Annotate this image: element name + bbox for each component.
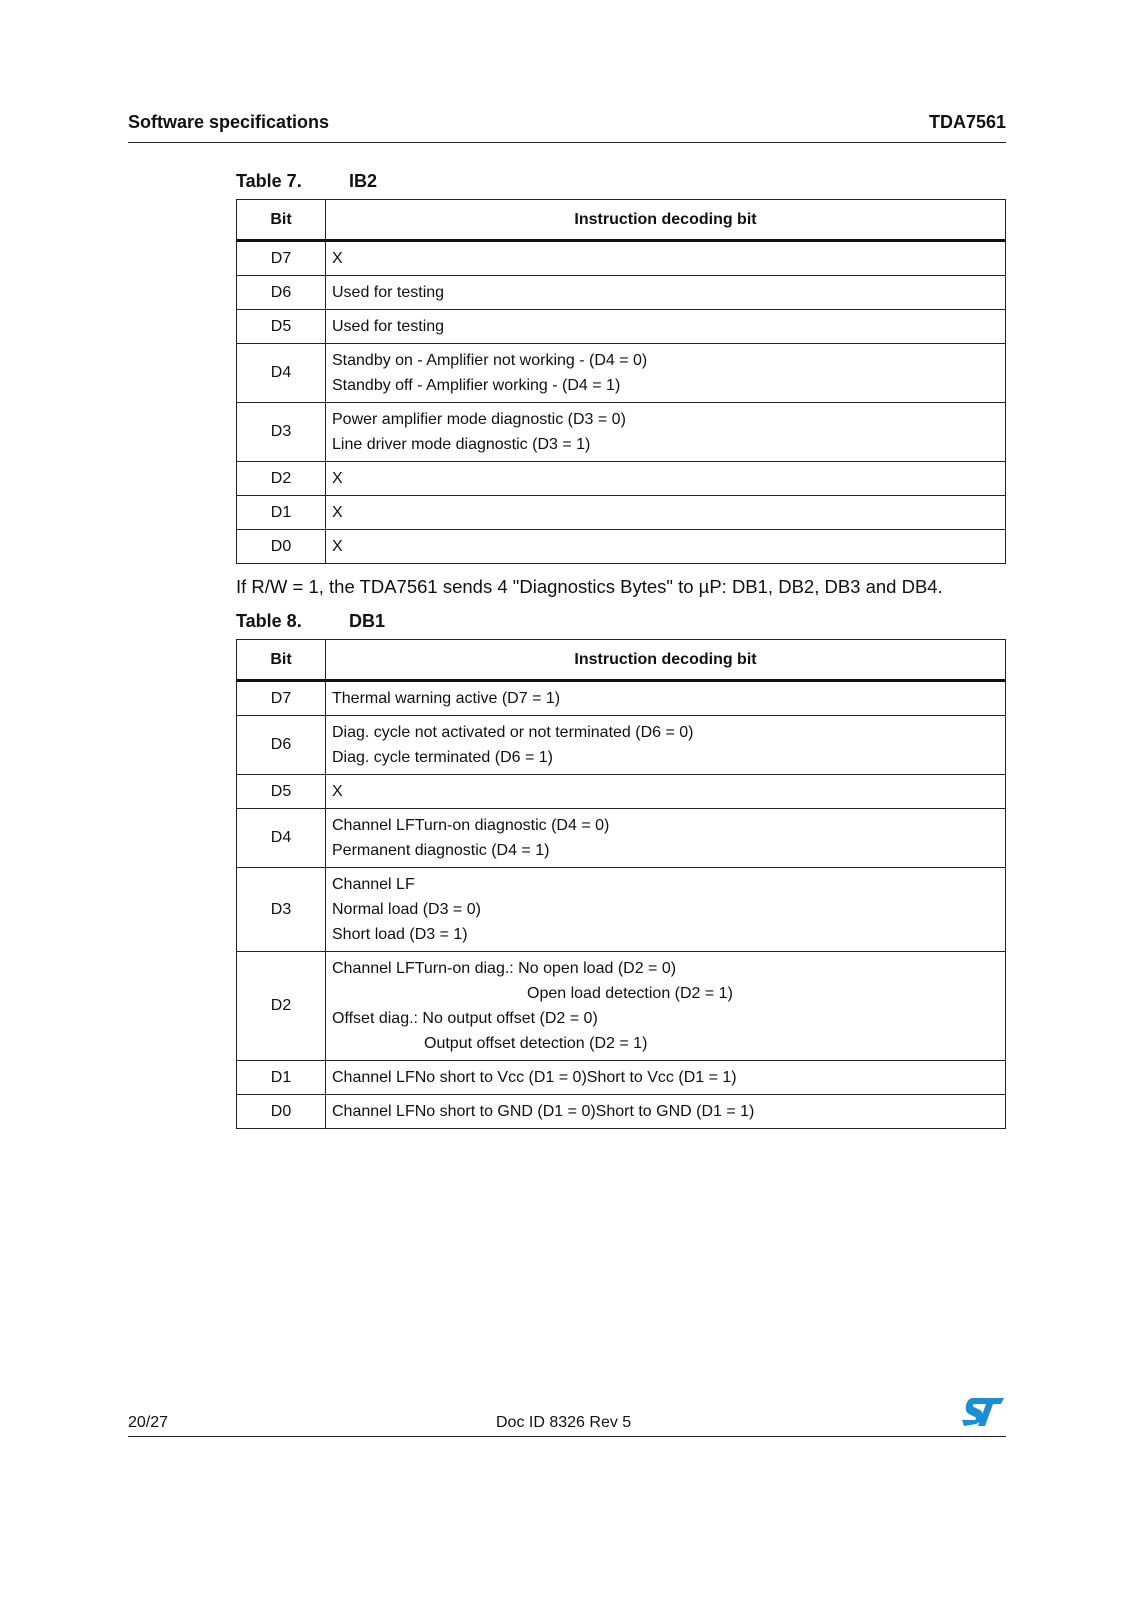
page-footer <box>128 1396 1006 1437</box>
table8-caption-number: Table 8. <box>236 611 302 631</box>
description-cell <box>326 775 1006 809</box>
bit-cell: D3 <box>237 403 326 462</box>
table8-body <box>237 681 1006 1129</box>
description-cell <box>326 530 1006 564</box>
description-line: Offset diag.: No output offset (D2 = 0) <box>332 1010 598 1027</box>
description-cell <box>326 241 1006 276</box>
description-line: Diag. cycle not activated or not terminated (D6 = 0) <box>332 724 694 741</box>
page-header <box>128 108 1006 143</box>
table8-caption <box>236 611 385 632</box>
bit-cell: D5 <box>237 775 326 809</box>
bit-cell: D6 <box>237 276 326 310</box>
table-row <box>237 1061 1006 1095</box>
table8 <box>236 639 1006 1129</box>
bit-cell: D5 <box>237 310 326 344</box>
table7-caption <box>236 171 377 192</box>
table-row <box>237 310 1006 344</box>
table7-body <box>237 241 1006 564</box>
description-cell <box>326 344 1006 403</box>
description-line: Channel LF <box>332 876 415 893</box>
table7-caption-number: Table 7. <box>236 171 302 191</box>
description-cell <box>326 403 1006 462</box>
description-line: X <box>332 783 343 800</box>
doc-id: Doc ID 8326 Rev 5 <box>496 1414 632 1431</box>
description-line: Power amplifier mode diagnostic (D3 = 0) <box>332 411 626 428</box>
table-row <box>237 530 1006 564</box>
bit-cell: D7 <box>237 681 326 716</box>
table-row <box>237 868 1006 952</box>
table8-header-row <box>237 640 1006 681</box>
bit-cell: D2 <box>237 952 326 1061</box>
table-row <box>237 496 1006 530</box>
table-row <box>237 809 1006 868</box>
description-line: Channel LFNo short to GND (D1 = 0)Short to GND (D1 = 1) <box>332 1103 755 1120</box>
description-line: Normal load (D3 = 0) <box>332 901 481 918</box>
description-line: Open load detection (D2 = 1) <box>527 985 733 1002</box>
page-number: 20/27 <box>128 1414 169 1431</box>
table-row <box>237 952 1006 1061</box>
bit-cell: D3 <box>237 868 326 952</box>
table-row <box>237 344 1006 403</box>
bit-cell: D2 <box>237 462 326 496</box>
table8-caption-title: DB1 <box>349 611 386 631</box>
description-line: Used for testing <box>332 318 445 335</box>
table-row <box>237 241 1006 276</box>
description-line: Channel LFNo short to Vcc (D1 = 0)Short to Vcc (D1 = 1) <box>332 1069 737 1086</box>
description-line: Standby on - Amplifier not working - (D4 = 0) <box>332 352 648 369</box>
description-cell <box>326 1095 1006 1129</box>
description-line: Short load (D3 = 1) <box>332 926 468 943</box>
description-cell <box>326 276 1006 310</box>
bit-cell: D0 <box>237 1095 326 1129</box>
description-cell <box>326 716 1006 775</box>
description-cell <box>326 952 1006 1061</box>
bit-cell: D4 <box>237 344 326 403</box>
description-line: Output offset detection (D2 = 1) <box>424 1035 648 1052</box>
table-row <box>237 276 1006 310</box>
description-cell <box>326 310 1006 344</box>
table-row <box>237 775 1006 809</box>
description-cell <box>326 1061 1006 1095</box>
table-row <box>237 462 1006 496</box>
table8-col-bit: Bit <box>237 640 326 681</box>
description-line: Channel LFTurn-on diag.: No open load (D2 = 0) <box>332 960 677 977</box>
description-line: Standby off - Amplifier working - (D4 = 1) <box>332 377 621 394</box>
bit-cell: D0 <box>237 530 326 564</box>
table7-caption-title: IB2 <box>349 171 378 191</box>
st-logo-icon <box>960 1396 1006 1428</box>
table7-header-row <box>237 200 1006 241</box>
table7 <box>236 199 1006 564</box>
description-line: Diag. cycle terminated (D6 = 1) <box>332 749 553 766</box>
bit-cell: D4 <box>237 809 326 868</box>
table-row <box>237 716 1006 775</box>
table7-col-bit: Bit <box>237 200 326 241</box>
description-line: X <box>332 538 343 555</box>
table-row <box>237 681 1006 716</box>
description-cell <box>326 681 1006 716</box>
description-cell <box>326 496 1006 530</box>
table-row <box>237 403 1006 462</box>
description-line: X <box>332 470 343 487</box>
description-line: X <box>332 504 343 521</box>
table7-col-desc: Instruction decoding bit <box>326 200 1006 241</box>
description-cell <box>326 868 1006 952</box>
description-cell <box>326 809 1006 868</box>
description-line: Channel LFTurn-on diagnostic (D4 = 0) <box>332 817 610 834</box>
description-line: Used for testing <box>332 284 445 301</box>
part-number: TDA7561 <box>928 112 1006 132</box>
bit-cell: D1 <box>237 1061 326 1095</box>
table-row <box>237 1095 1006 1129</box>
section-title: Software specifications <box>128 112 330 132</box>
diagnostics-paragraph: If R/W = 1, the TDA7561 sends 4 "Diagnostics Bytes" to µP: DB1, DB2, DB3 and DB4. <box>236 576 943 597</box>
description-line: Thermal warning active (D7 = 1) <box>332 690 561 707</box>
description-line: X <box>332 250 343 267</box>
description-line: Permanent diagnostic (D4 = 1) <box>332 842 550 859</box>
bit-cell: D6 <box>237 716 326 775</box>
table8-col-desc: Instruction decoding bit <box>326 640 1006 681</box>
description-cell <box>326 462 1006 496</box>
bit-cell: D1 <box>237 496 326 530</box>
description-line: Line driver mode diagnostic (D3 = 1) <box>332 436 591 453</box>
bit-cell: D7 <box>237 241 326 276</box>
